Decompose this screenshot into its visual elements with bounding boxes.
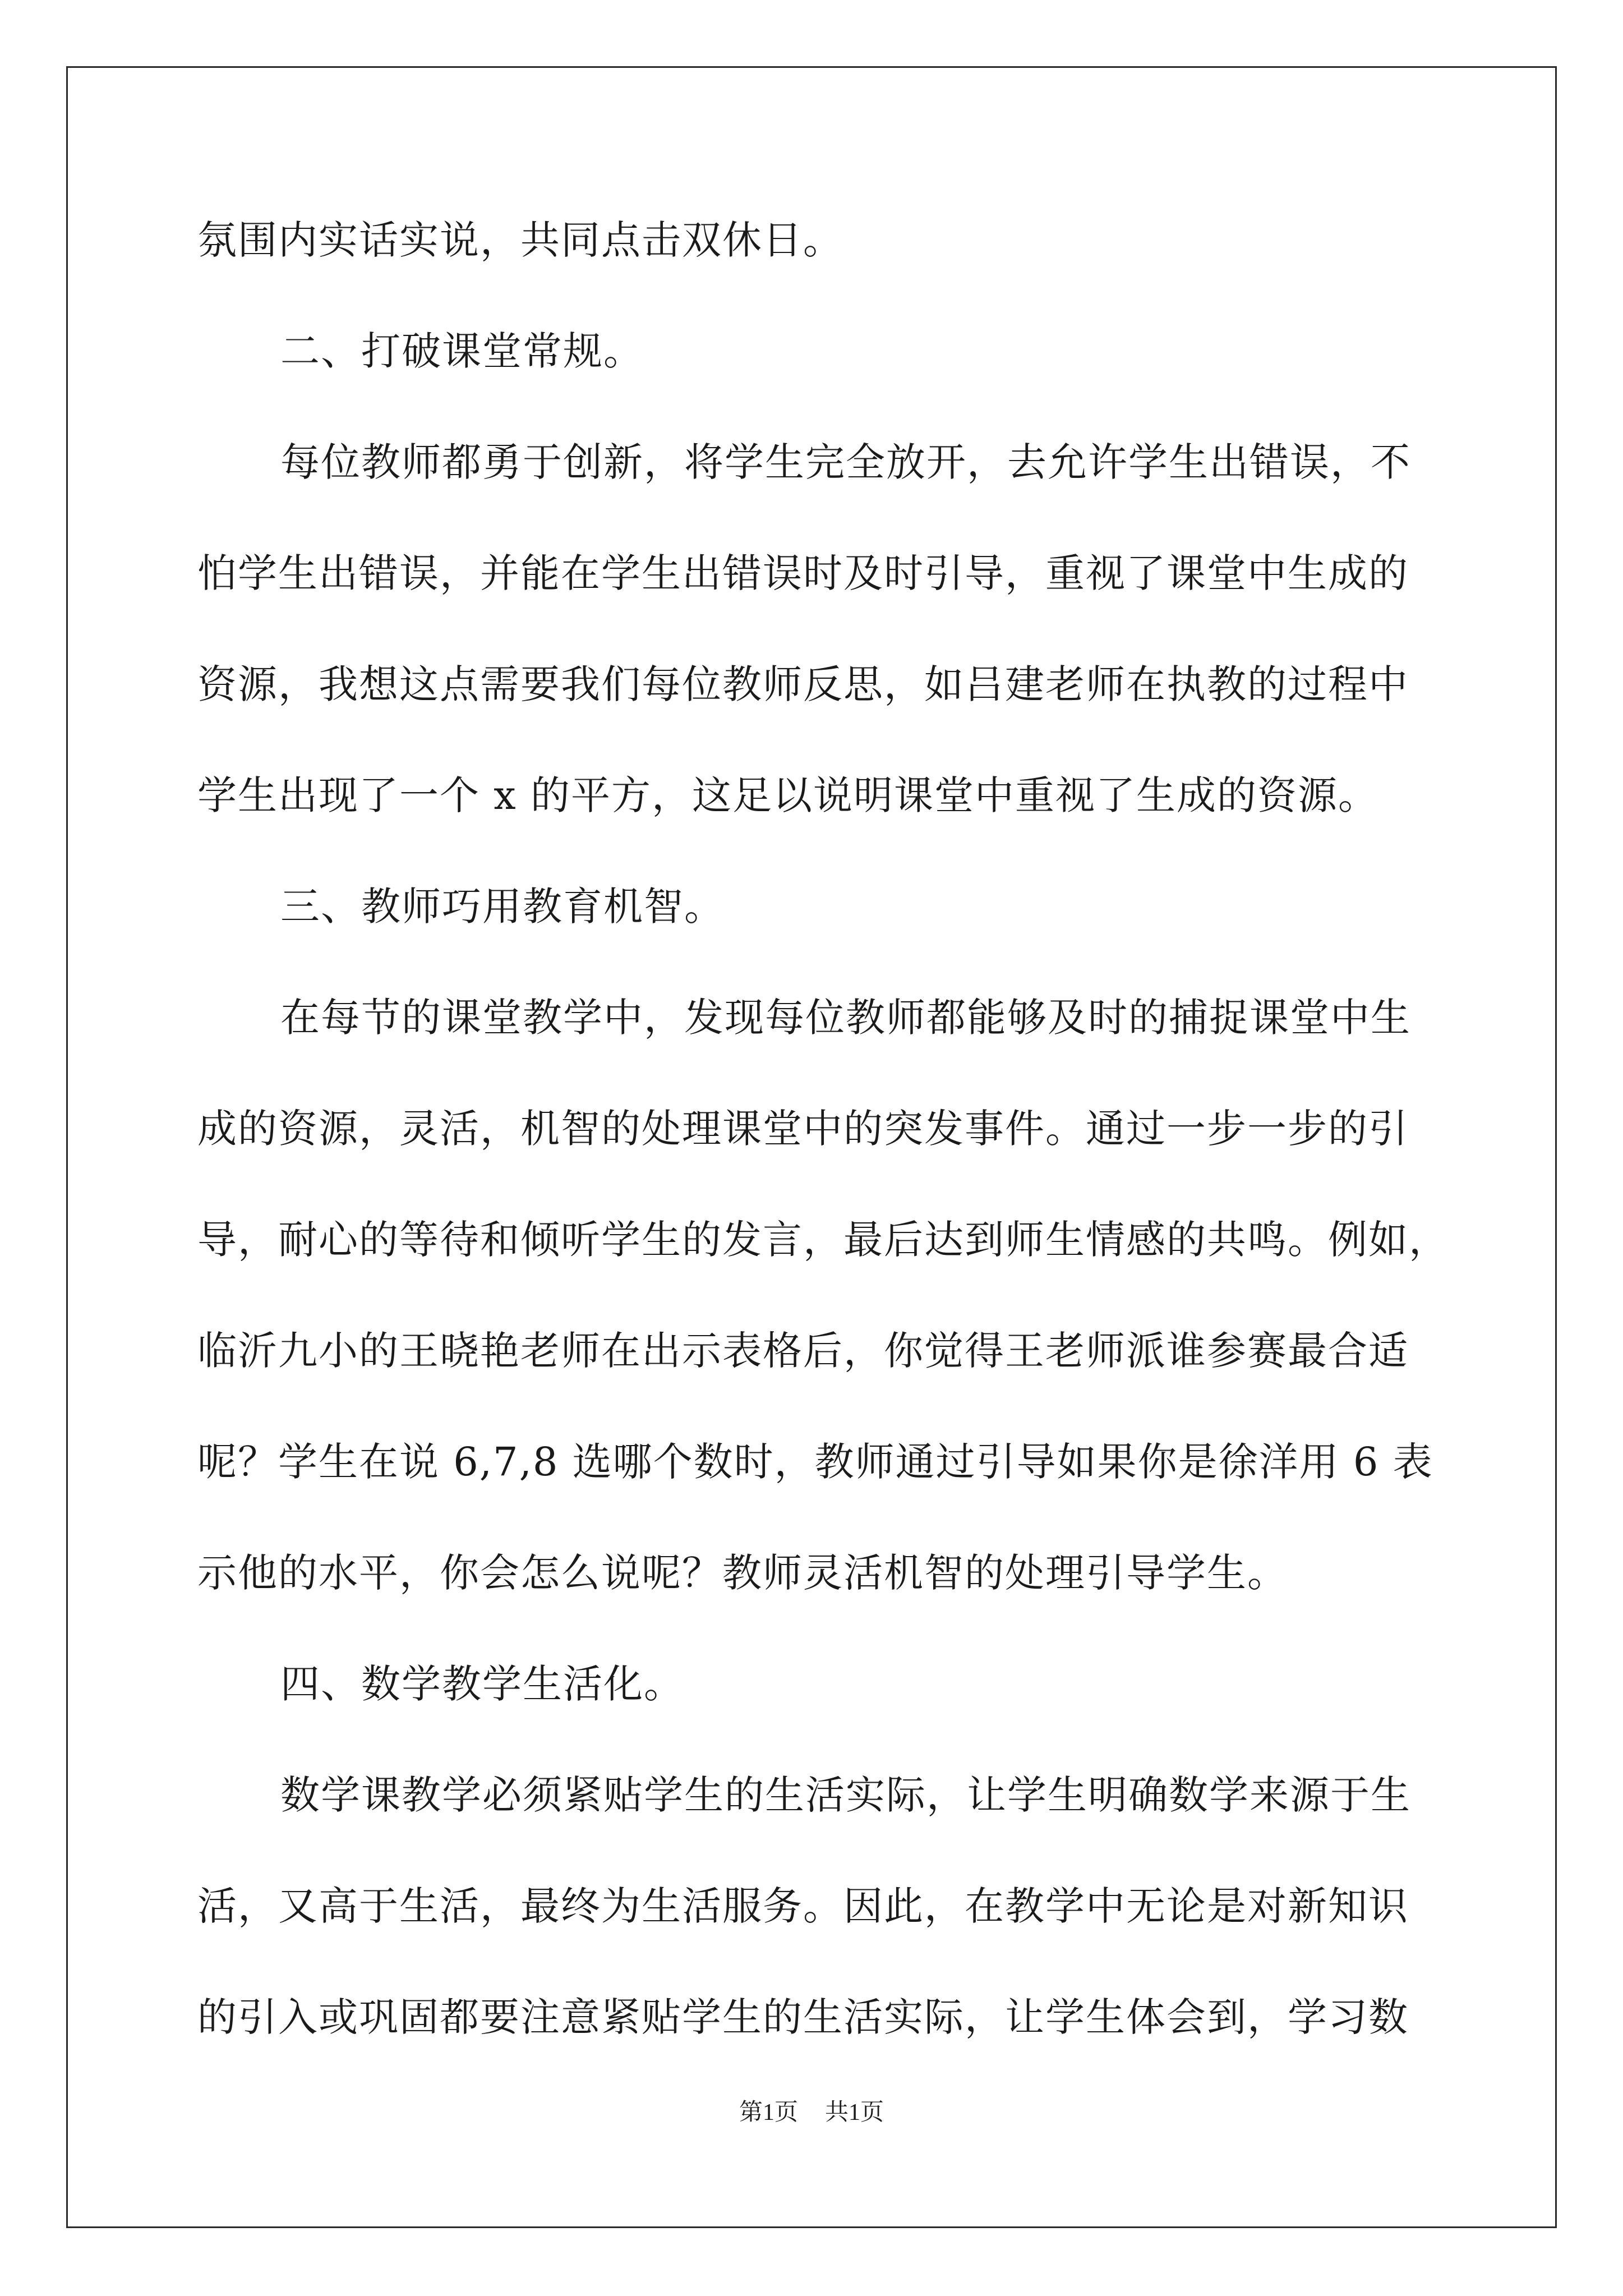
page-number: 第1页 (739, 2100, 798, 2125)
page-total: 共1页 (825, 2100, 884, 2125)
text-line: 导，耐心的等待和倾听学生的发言，最后达到师生情感的共鸣。例如， (197, 1217, 1449, 1263)
paragraph-line: 每位教师都勇于创新，将学生完全放开，去允许学生出错误，不 (280, 439, 1411, 485)
text-line: 活，又高于生活，最终为生活服务。因此，在教学中无论是对新知识 (197, 1883, 1409, 1929)
text-line: 呢？学生在说 6,7,8 选哪个数时，教师通过引导如果你是徐洋用 6 表 (197, 1439, 1433, 1485)
paragraph-line: 在每节的课堂教学中，发现每位教师都能够及时的捕捉课堂中生 (280, 995, 1411, 1041)
section-heading: 二、打破课堂常规。 (280, 328, 644, 374)
text-line: 的引入或巩固都要注意紧贴学生的生活实际，让学生体会到，学习数 (197, 1994, 1409, 2040)
text-line: 临沂九小的王晓艳老师在出示表格后，你觉得王老师派谁参赛最合适 (197, 1328, 1409, 1374)
section-heading: 四、数学教学生活化。 (280, 1661, 684, 1707)
page-footer (0, 2096, 1623, 2129)
text-line: 资源，我想这点需要我们每位教师反思，如吕建老师在执教的过程中 (197, 661, 1409, 707)
text-line: 氛围内实话实说，共同点击双休日。 (197, 217, 843, 263)
paragraph-line: 数学课教学必须紧贴学生的生活实际，让学生明确数学来源于生 (280, 1772, 1411, 1818)
text-line: 成的资源，灵活，机智的处理课堂中的突发事件。通过一步一步的引 (197, 1106, 1409, 1152)
text-line: 怕学生出错误，并能在学生出错误时及时引导，重视了课堂中生成的 (197, 550, 1409, 596)
section-heading: 三、教师巧用教育机智。 (280, 884, 725, 930)
text-line: 学生出现了一个 x 的平方，这足以说明课堂中重视了生成的资源。 (197, 772, 1378, 818)
text-line: 示他的水平，你会怎么说呢？教师灵活机智的处理引导学生。 (197, 1550, 1288, 1596)
